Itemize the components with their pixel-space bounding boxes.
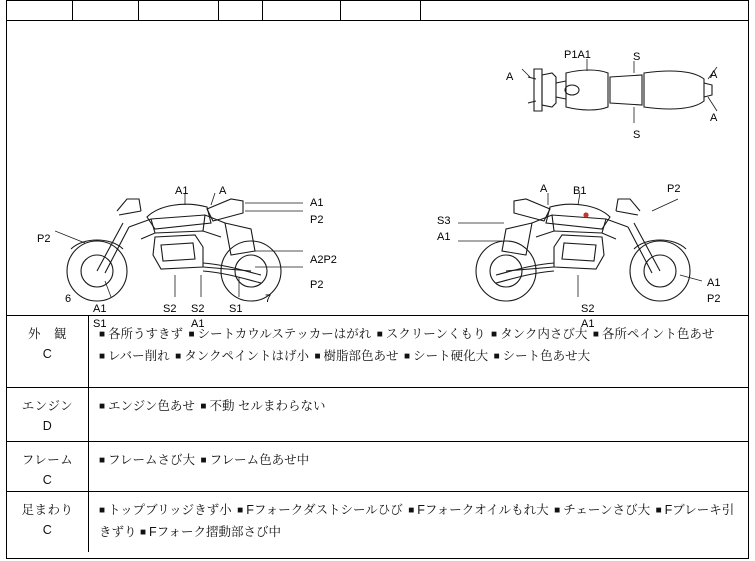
condition-rows <box>7 316 748 552</box>
row-grade-engine: D <box>42 419 53 433</box>
bullet-square-icon: ■ <box>175 350 182 362</box>
row-label-frame: フレーム <box>21 453 74 467</box>
top-cell-2 <box>73 1 139 20</box>
left-view-label-6: 6 <box>65 293 72 305</box>
left-view-label-a1-top: A1 <box>175 185 189 197</box>
row-head-engine <box>7 388 89 441</box>
list-item: ■ Fフォークダストシールひび <box>237 503 403 517</box>
condition-row-suspension <box>7 492 748 552</box>
left-view-label-s2-b: S2 <box>191 303 205 315</box>
row-label-engine: エンジン <box>21 399 74 413</box>
list-item: ■ シートカウルステッカーはがれ <box>188 327 372 341</box>
list-item: ■ シート色あせ大 <box>493 348 591 363</box>
bullet-square-icon: ■ <box>99 505 106 516</box>
list-item: ■ Fフォーク摺動部さび中 <box>140 524 282 539</box>
left-view-label-p2-left: P2 <box>37 233 51 245</box>
row-body-engine <box>89 388 748 441</box>
top-view-label-a-right-lower: A <box>710 112 718 124</box>
bullet-square-icon: ■ <box>491 329 498 340</box>
list-item: ■ フレーム色あせ中 <box>200 453 310 467</box>
top-cell-3 <box>139 1 219 20</box>
list-item: ■ 各所うすきず <box>99 327 184 341</box>
bullet-square-icon: ■ <box>200 455 207 466</box>
top-view-label-s-lower: S <box>633 129 641 141</box>
bullet-square-icon: ■ <box>99 350 106 362</box>
motorcycle-top-view <box>512 39 727 139</box>
bullet-square-icon: ■ <box>655 505 662 516</box>
row-head-frame <box>7 442 89 491</box>
right-view-label-b1: B1 <box>573 185 587 197</box>
bullet-square-icon: ■ <box>554 505 561 516</box>
bullet-square-icon: ■ <box>408 505 415 516</box>
list-item: ■ チェーンさび大 <box>554 503 651 517</box>
list-item: ■ タンク内さび大 <box>491 327 588 341</box>
row-body-frame <box>89 442 748 491</box>
left-view-label-a1-right: A1 <box>310 197 324 209</box>
bullet-square-icon: ■ <box>404 350 411 362</box>
top-view-label-s-upper: S <box>633 51 641 63</box>
row-grade-suspension: C <box>42 523 53 537</box>
bullet-square-icon: ■ <box>99 401 106 412</box>
bullet-square-icon: ■ <box>376 329 383 340</box>
row-body-exterior <box>89 316 748 387</box>
top-view-label-a-left: A <box>506 71 514 83</box>
row-label-suspension: 足まわり <box>21 503 74 517</box>
bullet-square-icon: ■ <box>188 329 195 340</box>
bullet-square-icon: ■ <box>200 401 207 412</box>
list-item: ■ シート硬化大 <box>404 348 489 363</box>
right-view-label-a-top: A <box>540 183 548 195</box>
bullet-square-icon: ■ <box>493 350 500 362</box>
right-view-label-s2: S2 <box>581 303 595 315</box>
left-view-label-p2-right-lower: P2 <box>310 279 324 291</box>
left-view-label-p2-right-upper: P2 <box>310 214 324 226</box>
top-cell-6 <box>341 1 421 20</box>
condition-row-frame <box>7 442 748 492</box>
right-view-label-p2-top: P2 <box>667 183 681 195</box>
left-view-label-7: 7 <box>265 293 272 305</box>
left-view-label-s2-a: S2 <box>163 303 177 315</box>
list-item: ■ フレームさび大 <box>99 453 196 467</box>
bullet-square-icon: ■ <box>140 526 147 538</box>
bullet-square-icon: ■ <box>99 455 106 466</box>
list-item: ■ スクリーンくもり <box>376 327 486 341</box>
left-view-label-s1-bottom: S1 <box>93 318 107 330</box>
list-item: ■ 不動 セルまわらない <box>200 399 326 413</box>
diagram-area <box>7 21 748 330</box>
list-item: ■ タンクペイントはげ小 <box>175 348 309 363</box>
list-item: ■ Fブレーキ引きずり <box>99 503 735 539</box>
bullet-square-icon: ■ <box>592 329 599 340</box>
top-view-label-a-right-upper: A <box>710 69 718 81</box>
left-view-label-a-top: A <box>219 185 227 197</box>
inspection-sheet <box>6 0 749 559</box>
list-item: ■ トップブリッジきず小 <box>99 503 232 517</box>
list-item: ■ 樹脂部色あせ <box>314 348 399 363</box>
condition-row-exterior <box>7 316 748 388</box>
right-view-label-p2-right: P2 <box>707 293 721 305</box>
left-view-label-s1-mid: S1 <box>229 303 243 315</box>
row-label-exterior: 外 観 <box>27 327 67 341</box>
left-view-label-a2p2: A2P2 <box>310 254 337 266</box>
list-item: ■ エンジン色あせ <box>99 399 195 413</box>
list-item: ■ レバー削れ <box>99 348 170 363</box>
condition-row-engine <box>7 388 748 442</box>
row-head-suspension <box>7 492 89 552</box>
bullet-square-icon: ■ <box>237 505 244 516</box>
right-view-label-a1-left: A1 <box>437 231 451 243</box>
bullet-square-icon: ■ <box>314 350 321 362</box>
right-view-label-a1-bottom: A1 <box>581 318 595 330</box>
left-view-label-a1-mid: A1 <box>191 318 205 330</box>
list-item: ■ Fフォークオイルもれ大 <box>408 503 549 517</box>
top-cell-5 <box>263 1 341 20</box>
row-head-exterior <box>7 316 89 387</box>
top-cell-4 <box>219 1 263 20</box>
top-view-label-p1a1: P1A1 <box>564 49 591 61</box>
bullet-square-icon: ■ <box>99 329 106 340</box>
right-view-label-a1-right: A1 <box>707 277 721 289</box>
top-cell-7 <box>421 1 748 20</box>
right-view-label-s3: S3 <box>437 215 451 227</box>
top-table-strip <box>7 1 748 21</box>
row-body-suspension <box>89 492 748 552</box>
left-view-label-a1-bottom: A1 <box>93 303 107 315</box>
row-grade-frame: C <box>42 473 53 487</box>
top-cell-1 <box>7 1 73 20</box>
list-item: ■ 各所ペイント色あせ <box>592 327 715 341</box>
row-grade-exterior: C <box>42 347 53 361</box>
